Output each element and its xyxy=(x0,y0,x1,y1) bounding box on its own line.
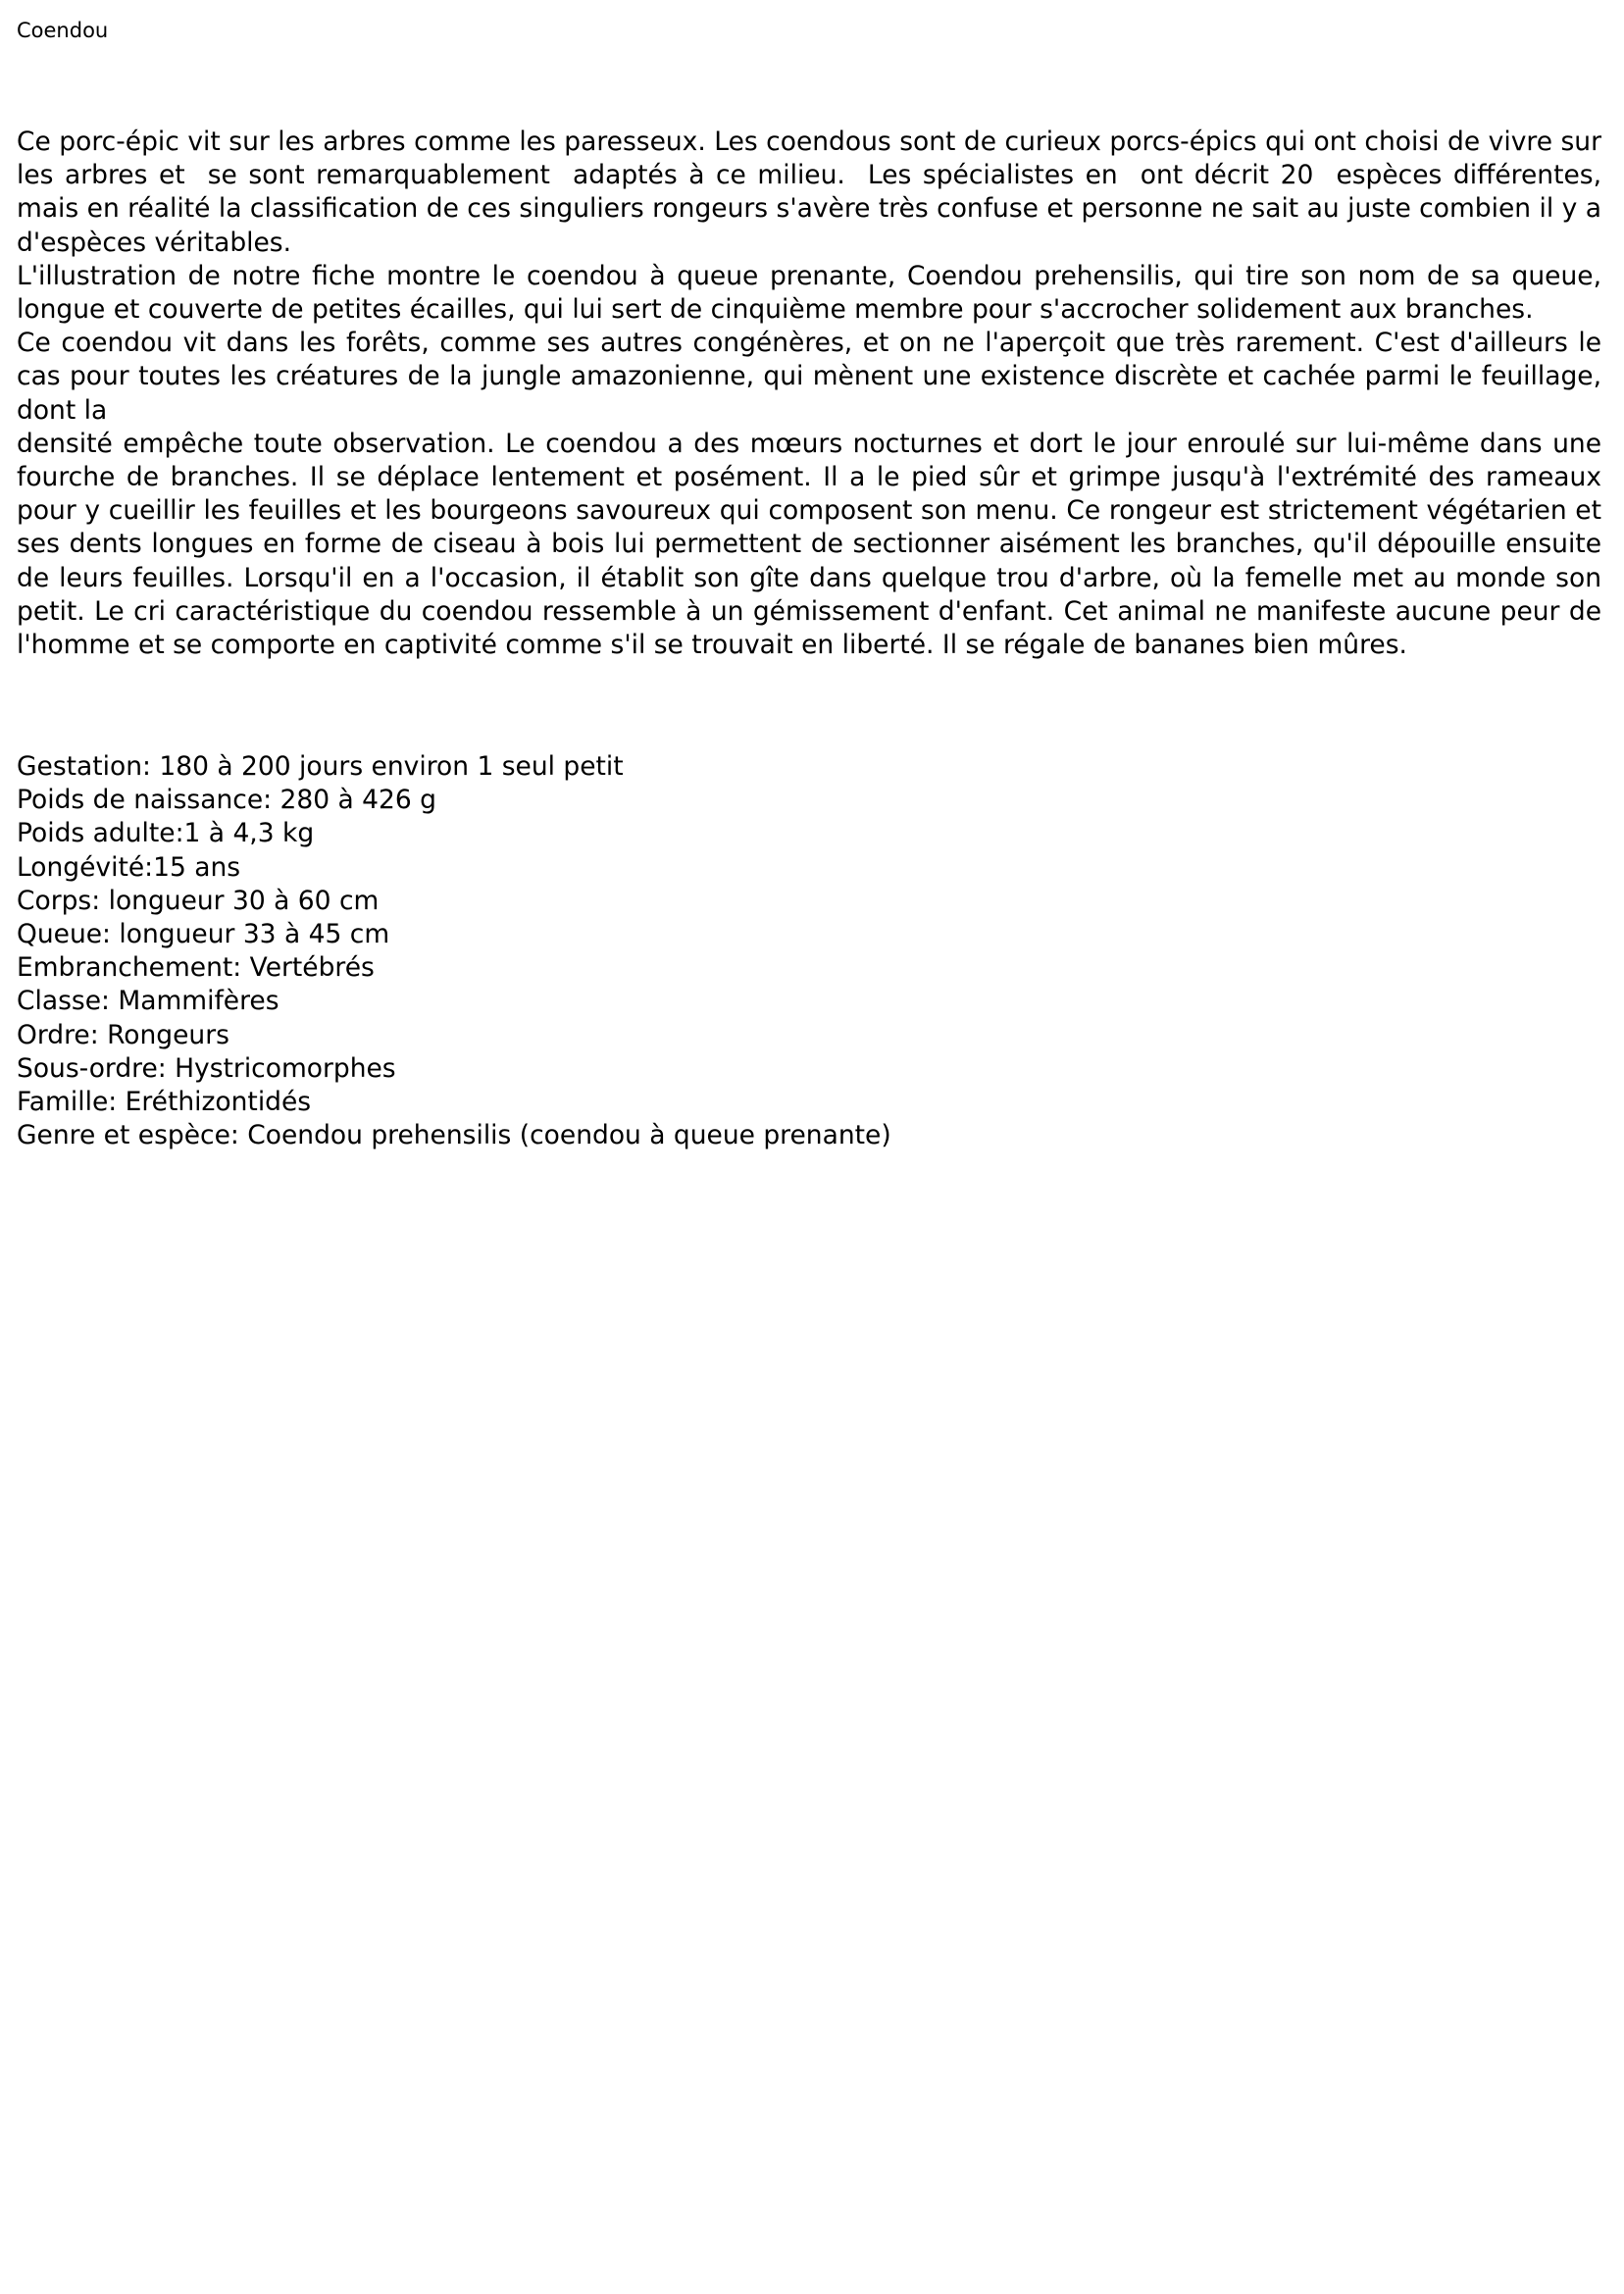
facts-list xyxy=(17,750,1601,1152)
fact-item: Embranchement: Vertébrés xyxy=(17,952,375,984)
fact-item: Longévité:15 ans xyxy=(17,851,241,883)
paragraph: Ce porc-épic vit sur les arbres comme les paresseux. Les coendous sont de curieux porcs-épics qui ont choisi de vivre sur les arbres et se sont remarquablement adaptés à ce milieu. Les spécialistes en ont décrit 20 espèces différentes, mais en réalité la classification de ces singuliers rongeurs s'avère très confuse et personne ne sait au juste combien il y a d'espèces véritables. xyxy=(17,127,1618,258)
fact-item: Gestation: 180 à 200 jours environ 1 seul petit xyxy=(17,751,624,782)
fact-item: Poids de naissance: 280 à 426 g xyxy=(17,785,436,816)
fact-item: Corps: longueur 30 à 60 cm xyxy=(17,885,380,916)
paragraph: L'illustration de notre fiche montre le coendou à queue prenante, Coendou prehensilis, qui tire son nom de sa queue, longue et couverte de petites écailles, qui lui sert de cinquième membre pour s'accrocher solidement aux branches. xyxy=(17,260,1610,326)
body-text xyxy=(17,126,1618,662)
paragraph: Ce coendou vit dans les forêts, comme ses autres congénères, et on ne l'aperçoit que très rarement. C'est d'ailleurs le cas pour toutes les créatures de la jungle amazonienne, qui mènent une existence discrète et cachée parmi le feuillage, dont la xyxy=(17,328,1610,426)
page-title: Coendou xyxy=(17,19,109,42)
fact-item: Classe: Mammifères xyxy=(17,986,279,1017)
fact-item: Queue: longueur 33 à 45 cm xyxy=(17,919,390,950)
fact-item: Sous-ordre: Hystricomorphes xyxy=(17,1052,396,1084)
fact-item: Genre et espèce: Coendou prehensilis (coendou à queue prenante) xyxy=(17,1120,891,1151)
fact-item: Ordre: Rongeurs xyxy=(17,1019,229,1050)
paragraph: densité empêche toute observation. Le coendou a des mœurs nocturnes et dort le jour enroulé sur lui-même dans une fourche de branches. Il se déplace lentement et posément. Il a le pied sûr et grimpe jusqu'à l'extrémité des rameaux pour y cueillir les feuilles et les bourgeons savoureux qui composent son menu. Ce rongeur est strictement végétarien et ses dents longues en forme de ciseau à bois lui permettent de sectionner aisément les branches, qu'il dépouille ensuite de leurs feuilles. Lorsqu'il en a l'occasion, il établit son gîte dans quelque trou d'arbre, où la femelle met au monde son petit. Le cri caractéristique du coendou ressemble à un gémissement d'enfant. Cet animal ne manifeste aucune peur de l'homme et se comporte en captivité comme s'il se trouvait en liberté. Il se régale de bananes bien mûres. xyxy=(17,428,1610,661)
fact-item: Poids adulte:1 à 4,3 kg xyxy=(17,818,315,849)
fact-item: Famille: Eréthizontidés xyxy=(17,1087,312,1118)
